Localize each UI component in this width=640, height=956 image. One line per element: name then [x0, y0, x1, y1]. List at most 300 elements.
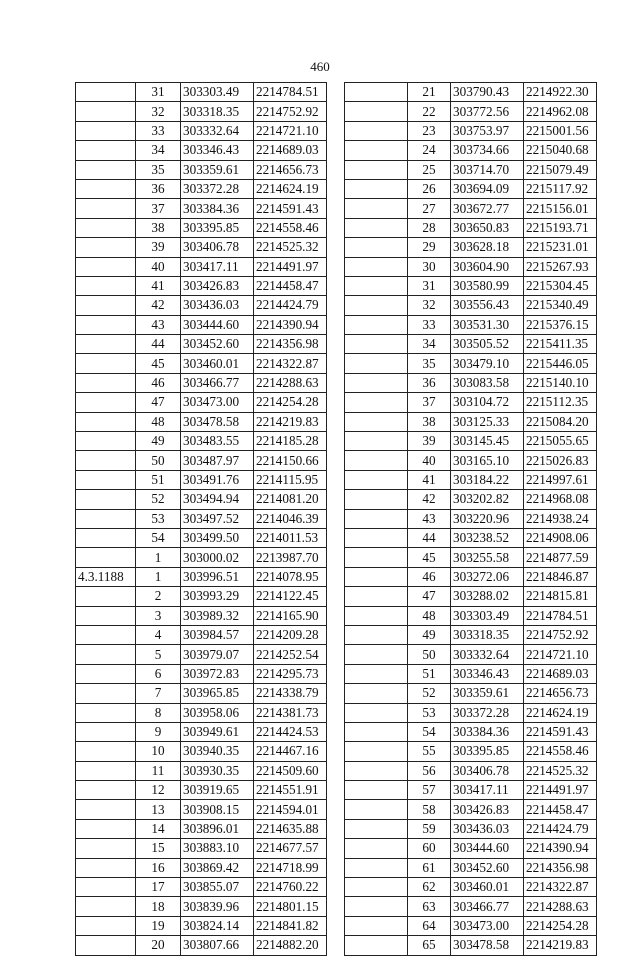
- table-row: [76, 470, 327, 489]
- point-number-cell: 48: [136, 412, 181, 431]
- point-number-cell: 1: [136, 567, 181, 586]
- point-number-cell: 13: [136, 800, 181, 819]
- table-row: [76, 83, 327, 102]
- table-row: [345, 257, 597, 276]
- table-row: [345, 684, 597, 703]
- parcel-cell: [345, 703, 408, 722]
- table-row: [345, 528, 597, 547]
- x-coordinate-cell: 303359.61: [181, 160, 254, 179]
- x-coordinate-cell: 303478.58: [451, 936, 524, 955]
- y-coordinate-cell: 2214591.43: [524, 722, 597, 741]
- x-coordinate-cell: 303000.02: [181, 548, 254, 567]
- y-coordinate-cell: 2214458.47: [254, 276, 327, 295]
- parcel-cell: [76, 625, 136, 644]
- y-coordinate-cell: 2214122.45: [254, 587, 327, 606]
- x-coordinate-cell: 303839.96: [181, 897, 254, 916]
- x-coordinate-cell: 303478.58: [181, 412, 254, 431]
- x-coordinate-cell: 303772.56: [451, 102, 524, 121]
- parcel-cell: [76, 839, 136, 858]
- table-row: [76, 587, 327, 606]
- table-row: [345, 645, 597, 664]
- parcel-cell: [345, 548, 408, 567]
- x-coordinate-cell: 303359.61: [451, 684, 524, 703]
- y-coordinate-cell: 2214356.98: [524, 858, 597, 877]
- parcel-cell: [345, 936, 408, 955]
- y-coordinate-cell: 2214594.01: [254, 800, 327, 819]
- table-row: [76, 160, 327, 179]
- y-coordinate-cell: 2214390.94: [524, 839, 597, 858]
- x-coordinate-cell: 303346.43: [181, 141, 254, 160]
- point-number-cell: 7: [136, 684, 181, 703]
- y-coordinate-cell: 2214721.10: [524, 645, 597, 664]
- x-coordinate-cell: 303714.70: [451, 160, 524, 179]
- x-coordinate-cell: 303145.45: [451, 432, 524, 451]
- point-number-cell: 55: [408, 742, 451, 761]
- table-row: [76, 141, 327, 160]
- table-row: [345, 800, 597, 819]
- x-coordinate-cell: 303694.09: [451, 179, 524, 198]
- point-number-cell: 19: [136, 916, 181, 935]
- table-row: [76, 315, 327, 334]
- y-coordinate-cell: 2214338.79: [254, 684, 327, 703]
- coordinates-table-right: [344, 82, 597, 956]
- x-coordinate-cell: 303346.43: [451, 664, 524, 683]
- table-row: [76, 432, 327, 451]
- x-coordinate-cell: 303824.14: [181, 916, 254, 935]
- x-coordinate-cell: 303479.10: [451, 354, 524, 373]
- parcel-cell: [76, 800, 136, 819]
- point-number-cell: 34: [408, 335, 451, 354]
- point-number-cell: 31: [408, 276, 451, 295]
- parcel-cell: [345, 567, 408, 586]
- y-coordinate-cell: 2215411.35: [524, 335, 597, 354]
- table-row: [345, 276, 597, 295]
- y-coordinate-cell: 2214784.51: [524, 606, 597, 625]
- y-coordinate-cell: 2214721.10: [254, 121, 327, 140]
- parcel-cell: [345, 199, 408, 218]
- x-coordinate-cell: 303984.57: [181, 625, 254, 644]
- x-coordinate-cell: 303996.51: [181, 567, 254, 586]
- parcel-cell: [76, 412, 136, 431]
- parcel-cell: [76, 335, 136, 354]
- y-coordinate-cell: 2214150.66: [254, 451, 327, 470]
- parcel-cell: [345, 722, 408, 741]
- x-coordinate-cell: 303494.94: [181, 490, 254, 509]
- x-coordinate-cell: 303395.85: [181, 218, 254, 237]
- point-number-cell: 45: [136, 354, 181, 373]
- point-number-cell: 23: [408, 121, 451, 140]
- table-row: [76, 490, 327, 509]
- y-coordinate-cell: 2213987.70: [254, 548, 327, 567]
- parcel-cell: [345, 276, 408, 295]
- parcel-cell: [345, 451, 408, 470]
- parcel-cell: [76, 761, 136, 780]
- y-coordinate-cell: 2214322.87: [254, 354, 327, 373]
- point-number-cell: 61: [408, 858, 451, 877]
- x-coordinate-cell: 303896.01: [181, 819, 254, 838]
- point-number-cell: 44: [408, 528, 451, 547]
- y-coordinate-cell: 2214962.08: [524, 102, 597, 121]
- point-number-cell: 60: [408, 839, 451, 858]
- table-row: [345, 664, 597, 683]
- y-coordinate-cell: 2214381.73: [254, 703, 327, 722]
- table-row: [76, 664, 327, 683]
- y-coordinate-cell: 2215055.65: [524, 432, 597, 451]
- parcel-cell: [76, 451, 136, 470]
- y-coordinate-cell: 2215267.93: [524, 257, 597, 276]
- point-number-cell: 40: [136, 257, 181, 276]
- y-coordinate-cell: 2214877.59: [524, 548, 597, 567]
- x-coordinate-cell: 303417.11: [181, 257, 254, 276]
- y-coordinate-cell: 2214677.57: [254, 839, 327, 858]
- parcel-cell: [345, 412, 408, 431]
- point-number-cell: 5: [136, 645, 181, 664]
- x-coordinate-cell: 303908.15: [181, 800, 254, 819]
- x-coordinate-cell: 303372.28: [181, 179, 254, 198]
- x-coordinate-cell: 303491.76: [181, 470, 254, 489]
- y-coordinate-cell: 2215446.05: [524, 354, 597, 373]
- parcel-cell: [76, 528, 136, 547]
- parcel-cell: [345, 432, 408, 451]
- table-row: [345, 858, 597, 877]
- y-coordinate-cell: 2214752.92: [524, 625, 597, 644]
- table-row: [76, 703, 327, 722]
- x-coordinate-cell: 303604.90: [451, 257, 524, 276]
- x-coordinate-cell: 303436.03: [181, 296, 254, 315]
- y-coordinate-cell: 2214801.15: [254, 897, 327, 916]
- point-number-cell: 50: [136, 451, 181, 470]
- y-coordinate-cell: 2214424.79: [254, 296, 327, 315]
- point-number-cell: 39: [136, 238, 181, 257]
- y-coordinate-cell: 2215001.56: [524, 121, 597, 140]
- parcel-cell: [76, 315, 136, 334]
- point-number-cell: 1: [136, 548, 181, 567]
- y-coordinate-cell: 2214882.20: [254, 936, 327, 955]
- x-coordinate-cell: 303531.30: [451, 315, 524, 334]
- x-coordinate-cell: 303628.18: [451, 238, 524, 257]
- table-row: [345, 121, 597, 140]
- x-coordinate-cell: 303220.96: [451, 509, 524, 528]
- table-row: [76, 625, 327, 644]
- point-number-cell: 32: [136, 102, 181, 121]
- parcel-cell: [76, 587, 136, 606]
- y-coordinate-cell: 2214922.30: [524, 83, 597, 102]
- y-coordinate-cell: 2215376.15: [524, 315, 597, 334]
- x-coordinate-cell: 303184.22: [451, 470, 524, 489]
- x-coordinate-cell: 303104.72: [451, 393, 524, 412]
- y-coordinate-cell: 2214356.98: [254, 335, 327, 354]
- point-number-cell: 16: [136, 858, 181, 877]
- y-coordinate-cell: 2214424.53: [254, 722, 327, 741]
- point-number-cell: 39: [408, 432, 451, 451]
- point-number-cell: 27: [408, 199, 451, 218]
- parcel-cell: [345, 238, 408, 257]
- parcel-cell: [76, 432, 136, 451]
- table-row: [76, 742, 327, 761]
- table-row: [345, 722, 597, 741]
- parcel-cell: [76, 606, 136, 625]
- y-coordinate-cell: 2214760.22: [254, 878, 327, 897]
- x-coordinate-cell: 303790.43: [451, 83, 524, 102]
- parcel-cell: [345, 878, 408, 897]
- point-number-cell: 43: [408, 509, 451, 528]
- point-number-cell: 33: [136, 121, 181, 140]
- table-row: [345, 412, 597, 431]
- point-number-cell: 42: [136, 296, 181, 315]
- point-number-cell: 38: [136, 218, 181, 237]
- x-coordinate-cell: 303972.83: [181, 664, 254, 683]
- parcel-cell: [345, 179, 408, 198]
- table-row: [76, 276, 327, 295]
- x-coordinate-cell: 303083.58: [451, 373, 524, 392]
- table-row: [76, 102, 327, 121]
- x-coordinate-cell: 303919.65: [181, 781, 254, 800]
- parcel-cell: [345, 897, 408, 916]
- parcel-cell: [76, 664, 136, 683]
- y-coordinate-cell: 2214846.87: [524, 567, 597, 586]
- x-coordinate-cell: 303444.60: [451, 839, 524, 858]
- point-number-cell: 53: [408, 703, 451, 722]
- point-number-cell: 21: [408, 83, 451, 102]
- parcel-cell: [345, 490, 408, 509]
- point-number-cell: 38: [408, 412, 451, 431]
- table-row: [76, 528, 327, 547]
- x-coordinate-cell: 303436.03: [451, 819, 524, 838]
- parcel-cell: [345, 335, 408, 354]
- point-number-cell: 15: [136, 839, 181, 858]
- parcel-cell: [345, 470, 408, 489]
- y-coordinate-cell: 2214558.46: [254, 218, 327, 237]
- y-coordinate-cell: 2214165.90: [254, 606, 327, 625]
- table-row: [76, 296, 327, 315]
- parcel-cell: [345, 742, 408, 761]
- parcel-cell: [345, 373, 408, 392]
- y-coordinate-cell: 2214841.82: [254, 916, 327, 935]
- x-coordinate-cell: 303807.66: [181, 936, 254, 955]
- x-coordinate-cell: 303497.52: [181, 509, 254, 528]
- table-row: [345, 839, 597, 858]
- point-number-cell: 8: [136, 703, 181, 722]
- parcel-cell: [76, 916, 136, 935]
- y-coordinate-cell: 2214558.46: [524, 742, 597, 761]
- parcel-cell: [345, 800, 408, 819]
- point-number-cell: 63: [408, 897, 451, 916]
- parcel-cell: [345, 160, 408, 179]
- parcel-cell: [345, 83, 408, 102]
- y-coordinate-cell: 2214551.91: [254, 781, 327, 800]
- point-number-cell: 54: [408, 722, 451, 741]
- y-coordinate-cell: 2214624.19: [254, 179, 327, 198]
- point-number-cell: 41: [408, 470, 451, 489]
- parcel-cell: [345, 587, 408, 606]
- table-row: [345, 179, 597, 198]
- point-number-cell: 40: [408, 451, 451, 470]
- point-number-cell: 43: [136, 315, 181, 334]
- parcel-cell: [76, 276, 136, 295]
- y-coordinate-cell: 2215112.35: [524, 393, 597, 412]
- x-coordinate-cell: 303556.43: [451, 296, 524, 315]
- point-number-cell: 26: [408, 179, 451, 198]
- x-coordinate-cell: 303460.01: [451, 878, 524, 897]
- table-row: [76, 373, 327, 392]
- table-row: [345, 606, 597, 625]
- x-coordinate-cell: 303958.06: [181, 703, 254, 722]
- table-row: [345, 141, 597, 160]
- parcel-cell: [345, 393, 408, 412]
- x-coordinate-cell: 303406.78: [451, 761, 524, 780]
- x-coordinate-cell: 303372.28: [451, 703, 524, 722]
- x-coordinate-cell: 303993.29: [181, 587, 254, 606]
- table-row: [76, 761, 327, 780]
- point-number-cell: 52: [408, 684, 451, 703]
- parcel-cell: [76, 858, 136, 877]
- x-coordinate-cell: 303466.77: [181, 373, 254, 392]
- x-coordinate-cell: 303499.50: [181, 528, 254, 547]
- x-coordinate-cell: 303303.49: [451, 606, 524, 625]
- y-coordinate-cell: 2214252.54: [254, 645, 327, 664]
- x-coordinate-cell: 303979.07: [181, 645, 254, 664]
- y-coordinate-cell: 2215231.01: [524, 238, 597, 257]
- table-row: [345, 373, 597, 392]
- x-coordinate-cell: 303940.35: [181, 742, 254, 761]
- y-coordinate-cell: 2214718.99: [254, 858, 327, 877]
- y-coordinate-cell: 2214424.79: [524, 819, 597, 838]
- x-coordinate-cell: 303483.55: [181, 432, 254, 451]
- point-number-cell: 64: [408, 916, 451, 935]
- x-coordinate-cell: 303384.36: [181, 199, 254, 218]
- y-coordinate-cell: 2215156.01: [524, 199, 597, 218]
- page-number: 460: [310, 59, 330, 74]
- point-number-cell: 17: [136, 878, 181, 897]
- x-coordinate-cell: 303487.97: [181, 451, 254, 470]
- point-number-cell: 47: [136, 393, 181, 412]
- parcel-cell: [76, 296, 136, 315]
- y-coordinate-cell: 2214185.28: [254, 432, 327, 451]
- point-number-cell: 9: [136, 722, 181, 741]
- y-coordinate-cell: 2215193.71: [524, 218, 597, 237]
- y-coordinate-cell: 2214078.95: [254, 567, 327, 586]
- point-number-cell: 36: [136, 179, 181, 198]
- parcel-cell: [345, 102, 408, 121]
- parcel-cell: [76, 722, 136, 741]
- table-row: [345, 761, 597, 780]
- parcel-cell: [76, 897, 136, 916]
- point-number-cell: 20: [136, 936, 181, 955]
- x-coordinate-cell: 303238.52: [451, 528, 524, 547]
- point-number-cell: 4: [136, 625, 181, 644]
- x-coordinate-cell: 303930.35: [181, 761, 254, 780]
- parcel-cell: [76, 354, 136, 373]
- y-coordinate-cell: 2214525.32: [524, 761, 597, 780]
- x-coordinate-cell: 303272.06: [451, 567, 524, 586]
- point-number-cell: 30: [408, 257, 451, 276]
- point-number-cell: 31: [136, 83, 181, 102]
- y-coordinate-cell: 2214046.39: [254, 509, 327, 528]
- parcel-cell: [345, 781, 408, 800]
- parcel-cell: [76, 238, 136, 257]
- y-coordinate-cell: 2214908.06: [524, 528, 597, 547]
- table-row: [345, 625, 597, 644]
- x-coordinate-cell: 303384.36: [451, 722, 524, 741]
- table-row: [345, 296, 597, 315]
- point-number-cell: 59: [408, 819, 451, 838]
- point-number-cell: 52: [136, 490, 181, 509]
- point-number-cell: 46: [408, 567, 451, 586]
- table-row: [76, 800, 327, 819]
- point-number-cell: 47: [408, 587, 451, 606]
- table-row: [345, 936, 597, 955]
- y-coordinate-cell: 2214525.32: [254, 238, 327, 257]
- parcel-cell: [76, 470, 136, 489]
- y-coordinate-cell: 2214254.28: [524, 916, 597, 935]
- y-coordinate-cell: 2214968.08: [524, 490, 597, 509]
- table-row: [345, 451, 597, 470]
- parcel-cell: [345, 664, 408, 683]
- point-number-cell: 51: [136, 470, 181, 489]
- x-coordinate-cell: 303255.58: [451, 548, 524, 567]
- parcel-cell: [76, 102, 136, 121]
- parcel-cell: 4.3.1188: [76, 567, 136, 586]
- parcel-cell: [76, 548, 136, 567]
- point-number-cell: 56: [408, 761, 451, 780]
- y-coordinate-cell: 2214491.97: [524, 781, 597, 800]
- y-coordinate-cell: 2214219.83: [254, 412, 327, 431]
- x-coordinate-cell: 303466.77: [451, 897, 524, 916]
- table-row: [345, 199, 597, 218]
- table-row: [76, 897, 327, 916]
- y-coordinate-cell: 2214509.60: [254, 761, 327, 780]
- parcel-cell: [76, 703, 136, 722]
- y-coordinate-cell: 2214011.53: [254, 528, 327, 547]
- y-coordinate-cell: 2214288.63: [254, 373, 327, 392]
- y-coordinate-cell: 2214815.81: [524, 587, 597, 606]
- x-coordinate-cell: 303473.00: [451, 916, 524, 935]
- y-coordinate-cell: 2214467.16: [254, 742, 327, 761]
- x-coordinate-cell: 303332.64: [181, 121, 254, 140]
- point-number-cell: 3: [136, 606, 181, 625]
- table-row: [345, 160, 597, 179]
- table-row: [76, 199, 327, 218]
- x-coordinate-cell: 303202.82: [451, 490, 524, 509]
- table-row: [76, 684, 327, 703]
- x-coordinate-cell: 303460.01: [181, 354, 254, 373]
- x-coordinate-cell: 303444.60: [181, 315, 254, 334]
- point-number-cell: 6: [136, 664, 181, 683]
- parcel-cell: [345, 354, 408, 373]
- y-coordinate-cell: 2215026.83: [524, 451, 597, 470]
- x-coordinate-cell: 303949.61: [181, 722, 254, 741]
- point-number-cell: 18: [136, 897, 181, 916]
- parcel-cell: [76, 509, 136, 528]
- point-number-cell: 10: [136, 742, 181, 761]
- y-coordinate-cell: 2214656.73: [254, 160, 327, 179]
- parcel-cell: [345, 218, 408, 237]
- parcel-cell: [76, 684, 136, 703]
- parcel-cell: [345, 509, 408, 528]
- point-number-cell: 58: [408, 800, 451, 819]
- table-row: [76, 567, 327, 586]
- table-row: [76, 548, 327, 567]
- x-coordinate-cell: 303426.83: [181, 276, 254, 295]
- y-coordinate-cell: 2214938.24: [524, 509, 597, 528]
- table-row: [345, 897, 597, 916]
- parcel-cell: [345, 761, 408, 780]
- y-coordinate-cell: 2214997.61: [524, 470, 597, 489]
- table-row: [76, 412, 327, 431]
- point-number-cell: 42: [408, 490, 451, 509]
- parcel-cell: [345, 141, 408, 160]
- parcel-cell: [76, 257, 136, 276]
